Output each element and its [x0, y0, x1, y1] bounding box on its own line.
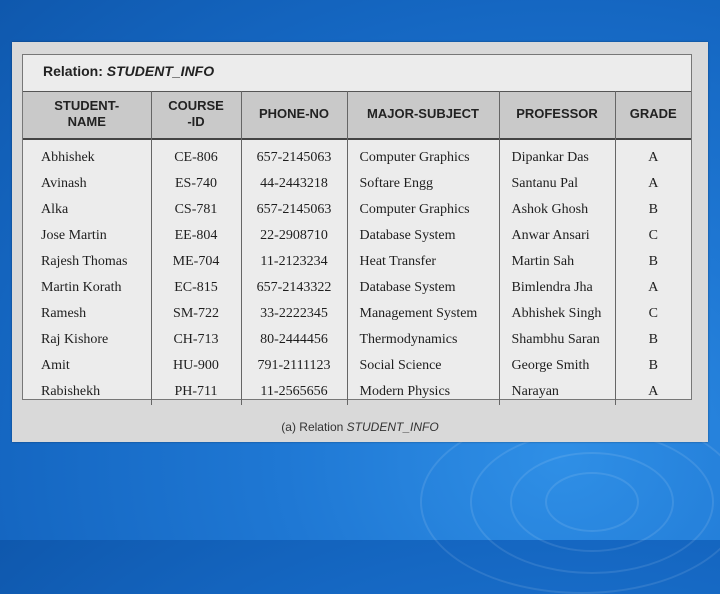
relation-name: STUDENT_INFO: [106, 63, 215, 79]
cell-course-id: ME-704: [151, 249, 241, 275]
cell-phone-no: 11-2123234: [241, 249, 347, 275]
cell-phone-no: 657-2145063: [241, 197, 347, 223]
cell-course-id: EC-815: [151, 275, 241, 301]
cell-student-name: Alka: [23, 197, 151, 223]
cell-student-name: Rajesh Thomas: [23, 249, 151, 275]
cell-course-id: EE-804: [151, 223, 241, 249]
cell-grade: B: [648, 358, 658, 373]
cell-phone-no: 44-2443218: [241, 171, 347, 197]
cell-professor: George Smith: [499, 353, 615, 379]
cell-major-subject: Heat Transfer: [347, 249, 499, 275]
header-course-id: COURSE -ID: [151, 91, 241, 137]
table-row: [23, 379, 691, 405]
header-row: [23, 91, 691, 137]
cell-course-id: SM-722: [151, 301, 241, 327]
cell-course-id: CS-781: [151, 197, 241, 223]
cell-major-subject: Management System: [347, 301, 499, 327]
cell-professor: Dipankar Das: [499, 137, 615, 171]
table-row: [23, 223, 691, 249]
cell-student-name: Martin Korath: [23, 275, 151, 301]
cell-major-subject: Computer Graphics: [347, 197, 499, 223]
table-frame: [22, 54, 692, 400]
student-info-table: [23, 91, 691, 405]
cell-course-id: PH-711: [151, 379, 241, 405]
cell-phone-no: 11-2565656: [241, 379, 347, 405]
cell-grade: C: [648, 306, 658, 321]
cell-professor: Anwar Ansari: [499, 223, 615, 249]
cell-major-subject: Database System: [347, 275, 499, 301]
header-grade: GRADE: [629, 106, 677, 121]
cell-professor: Bimlendra Jha: [499, 275, 615, 301]
cell-course-id: HU-900: [151, 353, 241, 379]
cell-student-name: Avinash: [23, 171, 151, 197]
table-row: [23, 275, 691, 301]
cell-course-id: ES-740: [151, 171, 241, 197]
caption-name: STUDENT_INFO: [346, 420, 439, 434]
cell-professor: Ashok Ghosh: [499, 197, 615, 223]
relation-label: Relation:: [43, 63, 103, 79]
table-row: [23, 327, 691, 353]
cell-major-subject: Thermodynamics: [347, 327, 499, 353]
cell-grade: C: [648, 228, 658, 243]
cell-phone-no: 80-2444456: [241, 327, 347, 353]
table-row: [23, 353, 691, 379]
cell-grade: A: [648, 150, 659, 165]
cell-professor: Shambhu Saran: [499, 327, 615, 353]
cell-grade: A: [648, 384, 659, 399]
cell-grade: B: [648, 202, 658, 217]
cell-phone-no: 657-2143322: [241, 275, 347, 301]
cell-major-subject: Social Science: [347, 353, 499, 379]
cell-phone-no: 791-2111123: [241, 353, 347, 379]
header-phone-no: PHONE-NO: [241, 91, 347, 137]
cell-student-name: Ramesh: [23, 301, 151, 327]
cell-course-id: CE-806: [151, 137, 241, 171]
table-row: [23, 171, 691, 197]
table-row: [23, 301, 691, 327]
cell-professor: Abhishek Singh: [499, 301, 615, 327]
cell-professor: Narayan: [499, 379, 615, 405]
table-caption: [12, 420, 708, 434]
header-professor: PROFESSOR: [499, 91, 615, 137]
cell-student-name: Amit: [23, 353, 151, 379]
cell-student-name: Rabishekh: [23, 379, 151, 405]
cell-major-subject: Softare Engg: [347, 171, 499, 197]
cell-student-name: Jose Martin: [23, 223, 151, 249]
cell-grade: A: [648, 280, 659, 295]
table-row: [23, 249, 691, 275]
cell-major-subject: Modern Physics: [347, 379, 499, 405]
relation-title: [43, 63, 214, 83]
caption-prefix: (a) Relation: [281, 420, 347, 434]
cell-professor: Santanu Pal: [499, 171, 615, 197]
header-student-name: STUDENT- NAME: [23, 91, 151, 137]
cell-grade: B: [648, 332, 658, 347]
cell-phone-no: 33-2222345: [241, 301, 347, 327]
cell-professor: Martin Sah: [499, 249, 615, 275]
scanned-table-image: [12, 42, 708, 442]
cell-major-subject: Computer Graphics: [347, 137, 499, 171]
cell-phone-no: 657-2145063: [241, 137, 347, 171]
table-row: [23, 197, 691, 223]
cell-student-name: Abhishek: [23, 137, 151, 171]
cell-major-subject: Database System: [347, 223, 499, 249]
cell-student-name: Raj Kishore: [23, 327, 151, 353]
cell-phone-no: 22-2908710: [241, 223, 347, 249]
table-row: [23, 137, 691, 171]
cell-grade: A: [648, 176, 659, 191]
cell-course-id: CH-713: [151, 327, 241, 353]
cell-grade: B: [648, 254, 658, 269]
header-major-subject: MAJOR-SUBJECT: [347, 91, 499, 137]
